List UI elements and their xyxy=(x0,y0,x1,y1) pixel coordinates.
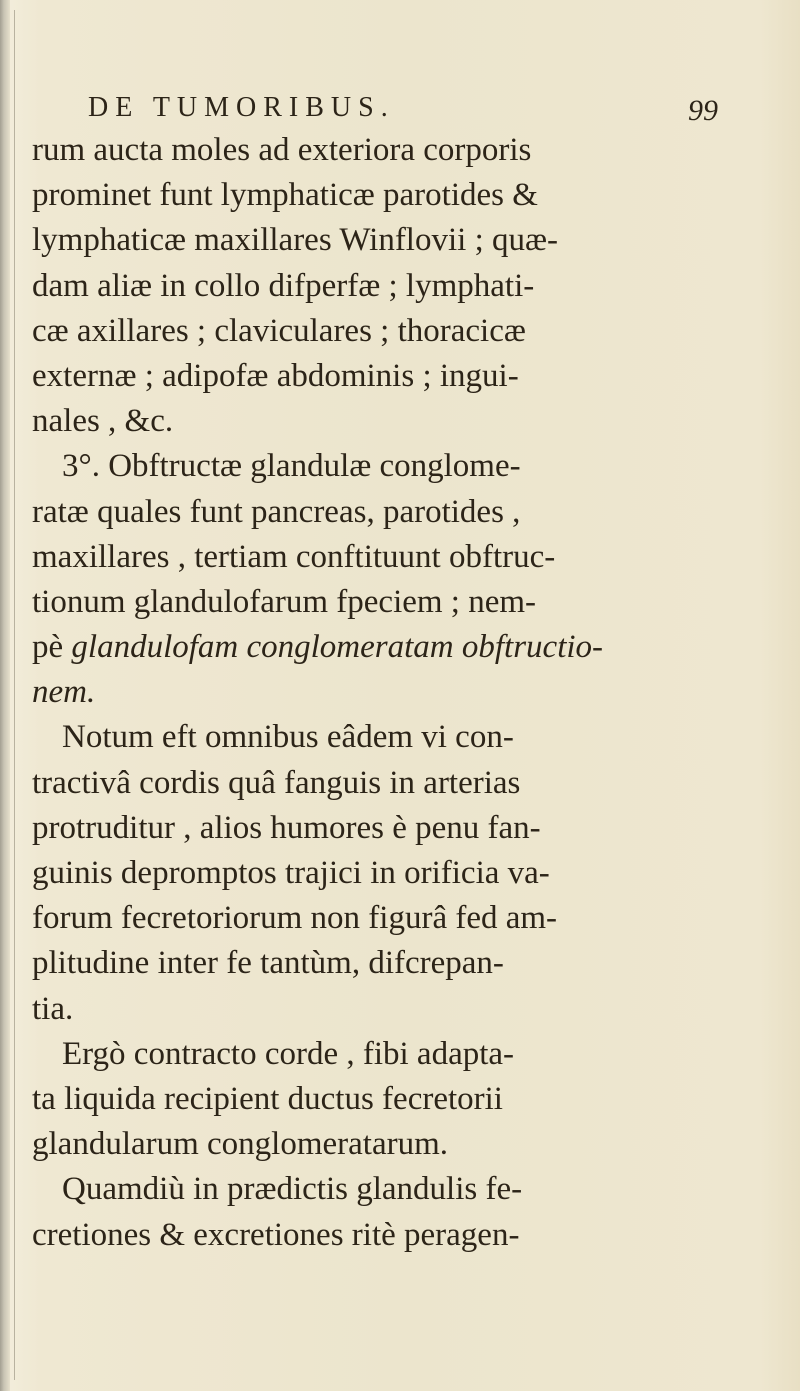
text-line: Notum eft omnibus eâdem vi con- xyxy=(62,719,514,756)
text-line: nales , &c. xyxy=(32,403,174,440)
text-line: nem. xyxy=(32,674,96,711)
text-line: Ergò contracto corde , fibi adapta- xyxy=(62,1035,515,1072)
text-line: protruditur , alios humores è penu fan- xyxy=(32,809,541,846)
text-line: dam aliæ in collo difperfæ ; lymphati- xyxy=(32,267,535,304)
text-line: cæ axillares ; claviculares ; thoracicæ xyxy=(32,312,526,349)
text-line xyxy=(32,625,744,670)
text-line: plitudine inter fe tantùm, difcrepan- xyxy=(32,945,504,982)
running-head: DE TUMORIBUS. xyxy=(88,92,395,123)
text-fragment: pè xyxy=(32,629,64,666)
text-line: tractivâ cordis quâ fanguis in arterias xyxy=(32,764,521,801)
text-line: ratæ quales funt pancreas, parotides , xyxy=(32,493,521,530)
margin-rule xyxy=(14,10,15,1380)
text-line: guinis depromptos trajici in orificia va- xyxy=(32,855,550,891)
body-text xyxy=(32,128,744,1258)
text-line: 3°. Obftructæ glandulæ conglome- xyxy=(62,448,521,485)
text-line: tionum glandulofarum fpeciem ; nem- xyxy=(32,583,537,620)
text-line: forum fecretoriorum non figurâ fed am- xyxy=(32,900,558,937)
text-line: lymphaticæ maxillares Winflovii ; quæ- xyxy=(32,222,558,259)
text-line: Quamdiù in prædictis glandulis fe- xyxy=(62,1171,523,1208)
italic-phrase: glandulofam conglomeratam obftructio- xyxy=(71,629,604,666)
text-line: glandularum conglomeratarum. xyxy=(32,1126,449,1163)
text-line: tia. xyxy=(32,990,74,1027)
text-line: rum aucta moles ad exteriora corporis xyxy=(32,132,532,168)
text-line: externæ ; adipofæ abdominis ; ingui- xyxy=(32,357,519,394)
page-gutter xyxy=(0,0,10,1391)
text-line: ta liquida recipient ductus fecretorii xyxy=(32,1080,503,1117)
text-line: prominet funt lymphaticæ parotides & xyxy=(32,177,538,214)
text-line: maxillares , tertiam conftituunt obftruc- xyxy=(32,538,556,575)
page-number: 99 xyxy=(688,94,718,127)
text-line: cretiones & excretiones ritè peragen- xyxy=(32,1216,520,1253)
